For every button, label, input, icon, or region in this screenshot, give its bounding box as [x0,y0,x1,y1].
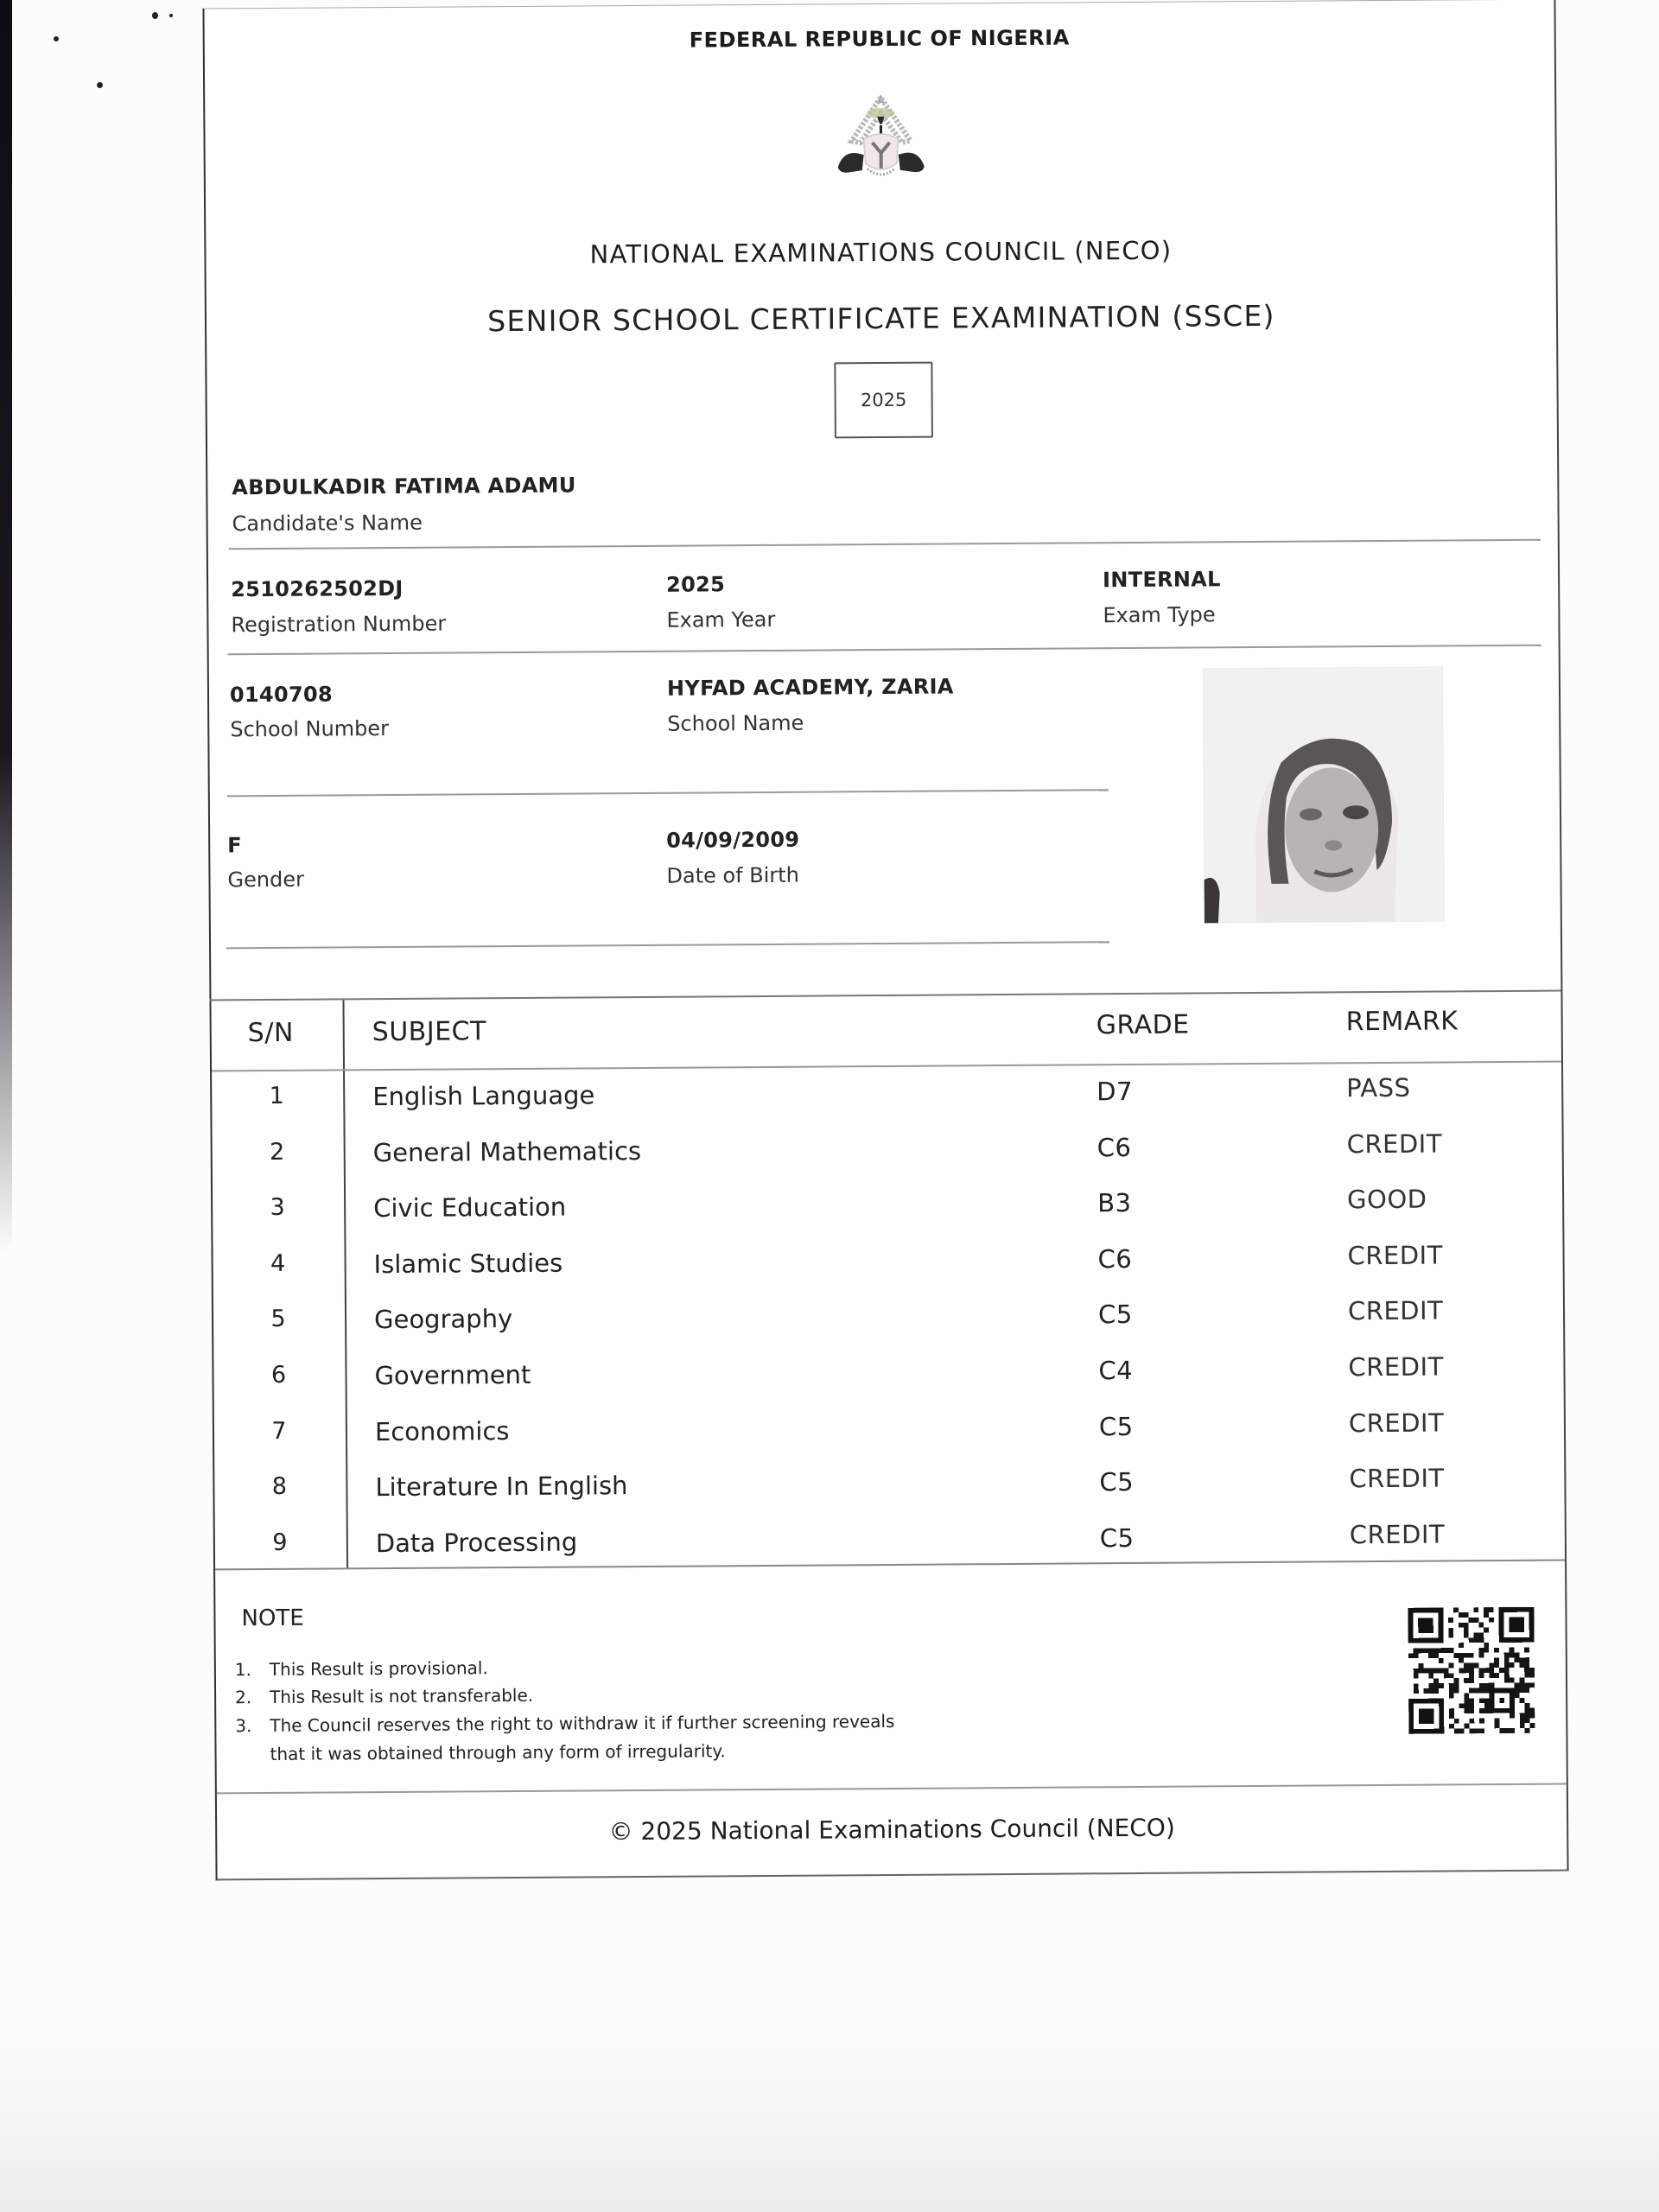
cell-subject: Islamic Studies [373,1248,563,1280]
cell-remark: GOOD [1346,1184,1427,1215]
note-item [235,1685,533,1707]
table-border-top [209,990,1560,1001]
divider [226,941,1109,949]
cell-subject: Economics [374,1416,510,1447]
cell-subject: Literature In English [375,1471,628,1503]
cell-grade: C5 [1098,1412,1134,1442]
cell-subject: Civic Education [373,1192,567,1224]
gender-label: Gender [227,867,305,893]
cell-sn: 6 [270,1361,287,1389]
cell-sn: 1 [269,1082,284,1109]
cell-grade: C5 [1099,1467,1135,1497]
exam-type-label: Exam Type [1103,602,1216,628]
country-heading: FEDERAL REPUBLIC OF NIGERIA [689,25,1070,53]
cell-subject: Geography [373,1304,513,1335]
qr-code-icon [1408,1607,1535,1734]
paper-speck [97,82,103,88]
cell-grade: C5 [1097,1300,1133,1330]
photo-edge-shadow [0,0,12,1253]
registration-number-label: Registration Number [231,611,447,638]
paper-speck [152,12,158,19]
note-heading: NOTE [241,1605,304,1632]
note-text: This Result is provisional. [269,1657,488,1680]
divider [228,645,1541,656]
exam-type-value: INTERNAL [1103,567,1221,593]
cell-subject: General Mathematics [372,1135,642,1168]
cell-sn: 9 [272,1529,288,1556]
candidate-photo [1203,666,1445,923]
note-number: 1. [234,1659,252,1681]
nigeria-coat-of-arms-icon [827,91,935,185]
cell-subject: Data Processing [375,1527,578,1559]
exam-year-value: 2025 [666,572,726,597]
note-item [235,1711,894,1736]
exam-year-label: Exam Year [666,607,776,632]
cell-remark: CREDIT [1349,1463,1445,1494]
divider [227,789,1109,797]
cell-grade: D7 [1096,1077,1134,1107]
cell-subject: English Language [372,1080,595,1112]
cell-remark: CREDIT [1346,1128,1443,1160]
footer-copyright: © 2025 National Examinations Council (NECO) [608,1813,1175,1847]
table-border-bottom [215,1560,1565,1571]
cell-remark: CREDIT [1347,1295,1444,1326]
cell-remark: PASS [1346,1072,1411,1103]
note-item [235,1657,488,1680]
candidate-name-value: ABDULKADIR FATIMA ADAMU [232,473,576,500]
note-text: The Council reserves the right to withdraw it if further screening reveals [270,1710,895,1736]
cell-grade: C4 [1098,1356,1134,1386]
school-name-label: School Name [667,710,804,736]
date-of-birth-label: Date of Birth [666,862,799,888]
cell-grade: B3 [1097,1188,1132,1218]
exam-year-badge: 2025 [834,362,933,439]
school-number-value: 0140708 [229,682,334,708]
cell-subject: Government [374,1359,531,1391]
cell-remark: CREDIT [1348,1408,1445,1439]
cell-remark: CREDIT [1349,1519,1446,1550]
cell-sn: 3 [270,1193,285,1221]
paper-shadow [0,2039,1659,2212]
table-header-border [212,1061,1561,1072]
note-text: This Result is not transferable. [270,1684,534,1707]
column-header-grade: GRADE [1096,1009,1190,1041]
divider [229,539,1541,550]
cell-sn: 4 [270,1249,286,1277]
exam-heading: SENIOR SCHOOL CERTIFICATE EXAMINATION (SSCE) [487,298,1275,339]
column-header-subject: SUBJECT [372,1016,487,1048]
note-number: 3. [235,1715,252,1737]
note-text-continued: that it was obtained through any form of irregularity. [270,1740,726,1764]
gender-value: F [227,833,243,858]
cell-sn: 7 [271,1417,287,1445]
council-heading: NATIONAL EXAMINATIONS COUNCIL (NECO) [589,235,1173,270]
cell-grade: C6 [1096,1133,1132,1163]
cell-sn: 5 [270,1305,286,1332]
school-name-value: HYFAD ACADEMY, ZARIA [666,674,954,701]
result-slip [202,0,1568,1880]
paper-speck [169,14,173,17]
note-number: 2. [235,1687,252,1708]
cell-sn: 8 [271,1472,288,1500]
cell-sn: 2 [269,1138,285,1166]
column-header-remark: REMARK [1345,1006,1459,1038]
date-of-birth-value: 04/09/2009 [666,827,800,853]
paper-speck [54,36,59,41]
cell-remark: CREDIT [1347,1240,1444,1271]
cell-remark: CREDIT [1348,1351,1444,1382]
column-header-sn: S/N [247,1017,294,1049]
cell-grade: C5 [1099,1523,1135,1554]
cell-grade: C6 [1097,1244,1133,1274]
candidate-name-label: Candidate's Name [232,510,423,537]
school-number-label: School Number [230,716,390,742]
footer-divider [217,1783,1567,1795]
registration-number-value: 2510262502DJ [231,575,404,602]
